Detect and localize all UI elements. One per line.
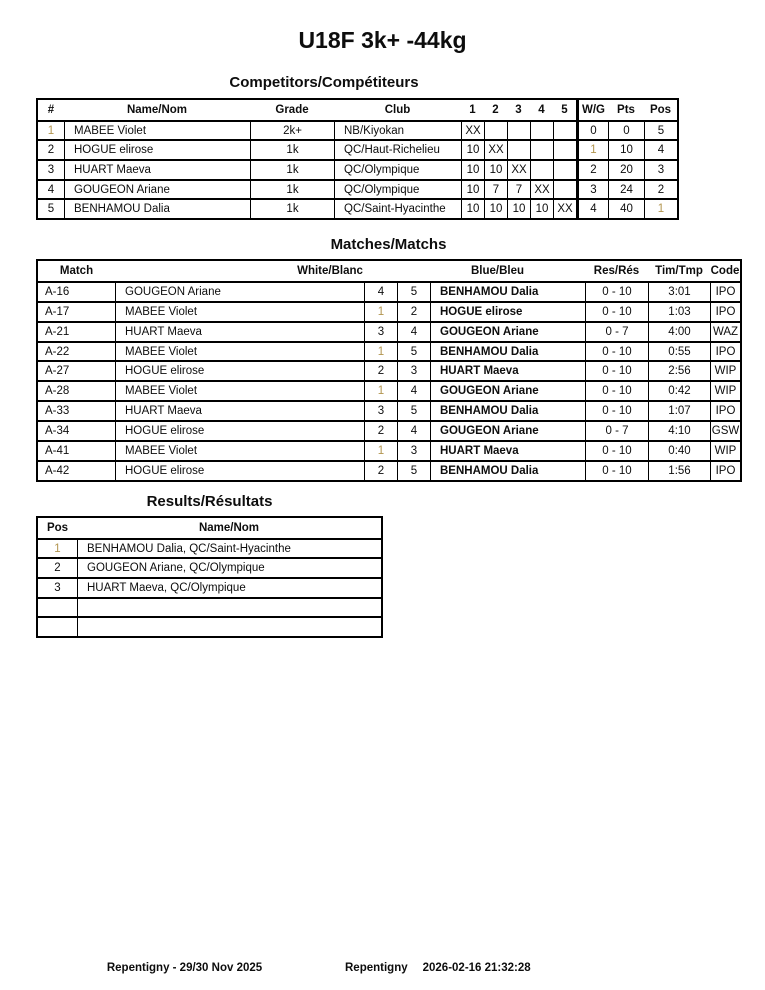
competitor-points: 40 [608, 198, 644, 218]
match-id: A-17 [38, 301, 115, 321]
round-score [484, 120, 507, 140]
competitor-name: HOGUE elirose [64, 139, 250, 159]
match-result: 0 - 10 [585, 341, 648, 361]
col-header-round-2: 2 [492, 103, 499, 116]
competitor-grade: 1k [250, 179, 334, 199]
competitor-name: GOUGEON Ariane [64, 179, 250, 199]
match-id: A-41 [38, 440, 115, 460]
round-score: XX [553, 198, 576, 218]
competitor-wins: 2 [576, 159, 608, 179]
competitor-name: MABEE Violet [64, 120, 250, 140]
competitor-wins: 4 [576, 198, 608, 218]
col-header-blue: Blue/Bleu [470, 264, 525, 277]
round-score [530, 159, 553, 179]
blue-number: 4 [397, 420, 430, 440]
match-id: A-28 [38, 380, 115, 400]
col-header-round-1: 1 [469, 103, 476, 116]
white-number: 3 [364, 400, 397, 420]
col-header-club: Club [384, 103, 411, 116]
blue-number: 5 [397, 460, 430, 480]
print-timestamp: 2026-02-16 21:32:28 [422, 962, 531, 974]
competitors-table [36, 98, 679, 220]
round-score [553, 139, 576, 159]
white-player: MABEE Violet [115, 380, 364, 400]
competitor-club: QC/Olympique [334, 179, 461, 199]
round-score: 10 [461, 198, 484, 218]
result-name: HUART Maeva, QC/Olympique [77, 577, 381, 597]
match-code: GSW [710, 420, 740, 440]
col-header-wins: W/G [576, 100, 608, 120]
round-score [507, 139, 530, 159]
blue-number: 4 [397, 380, 430, 400]
competitor-club: NB/Kiyokan [334, 120, 461, 140]
matches-table [36, 259, 742, 482]
round-score [507, 120, 530, 140]
result-name [77, 616, 381, 636]
competitor-number: 2 [38, 139, 64, 159]
match-code: WIP [710, 380, 740, 400]
white-number: 2 [364, 360, 397, 380]
match-id: A-21 [38, 321, 115, 341]
round-score [530, 139, 553, 159]
round-score: 10 [484, 159, 507, 179]
print-location: Repentigny [345, 962, 408, 974]
blue-number: 2 [397, 301, 430, 321]
round-score [530, 120, 553, 140]
match-code: IPO [710, 460, 740, 480]
round-score: XX [484, 139, 507, 159]
match-id: A-22 [38, 341, 115, 361]
match-result: 0 - 10 [585, 400, 648, 420]
blue-player: GOUGEON Ariane [430, 420, 585, 440]
match-time: 1:56 [648, 460, 710, 480]
match-result: 0 - 10 [585, 301, 648, 321]
blue-number: 5 [397, 400, 430, 420]
result-position: 2 [38, 557, 77, 577]
blue-player: GOUGEON Ariane [430, 380, 585, 400]
competitor-number: 4 [38, 179, 64, 199]
match-time: 1:07 [648, 400, 710, 420]
competitor-wins: 1 [576, 139, 608, 159]
white-number: 1 [364, 440, 397, 460]
col-header-position: Pos [649, 103, 672, 116]
blue-number: 4 [397, 321, 430, 341]
match-time: 4:00 [648, 321, 710, 341]
competitor-grade: 1k [250, 139, 334, 159]
white-player: GOUGEON Ariane [115, 281, 364, 301]
blue-player: BENHAMOU Dalia [430, 281, 585, 301]
print-footer [345, 962, 531, 974]
competitor-position: 5 [644, 120, 677, 140]
competitor-position: 2 [644, 179, 677, 199]
white-player: HOGUE elirose [115, 420, 364, 440]
blue-player: HOGUE elirose [430, 301, 585, 321]
col-header-white: White/Blanc [297, 264, 363, 277]
match-result: 0 - 10 [585, 281, 648, 301]
match-time: 0:42 [648, 380, 710, 400]
result-name: GOUGEON Ariane, QC/Olympique [77, 557, 381, 577]
competitor-wins: 0 [576, 120, 608, 140]
result-position [38, 616, 77, 636]
blue-player: GOUGEON Ariane [430, 321, 585, 341]
blue-player: BENHAMOU Dalia [430, 400, 585, 420]
results-table [36, 516, 383, 638]
match-time: 2:56 [648, 360, 710, 380]
col-header-grade: Grade [275, 103, 309, 116]
round-score: 7 [507, 179, 530, 199]
blue-number: 5 [397, 341, 430, 361]
col-header-name: Name/Nom [126, 103, 188, 116]
match-code: WIP [710, 360, 740, 380]
match-result: 0 - 10 [585, 360, 648, 380]
col-header-number: # [47, 103, 55, 116]
white-number: 4 [364, 281, 397, 301]
result-name: BENHAMOU Dalia, QC/Saint-Hyacinthe [77, 538, 381, 558]
round-score [553, 159, 576, 179]
match-id: A-34 [38, 420, 115, 440]
match-result: 0 - 10 [585, 440, 648, 460]
match-result: 0 - 10 [585, 460, 648, 480]
col-header-code: Code [710, 264, 740, 277]
round-score [553, 120, 576, 140]
competitor-number: 1 [38, 120, 64, 140]
match-time: 0:55 [648, 341, 710, 361]
white-player: HUART Maeva [115, 400, 364, 420]
competitor-number: 5 [38, 198, 64, 218]
competitor-points: 0 [608, 120, 644, 140]
blue-number: 5 [397, 281, 430, 301]
match-id: A-33 [38, 400, 115, 420]
col-header-time: Tim/Tmp [655, 264, 703, 277]
competitor-number: 3 [38, 159, 64, 179]
result-position [38, 597, 77, 617]
white-number: 1 [364, 380, 397, 400]
round-score: XX [461, 120, 484, 140]
competitor-grade: 2k+ [250, 120, 334, 140]
round-score: 10 [484, 198, 507, 218]
white-player: MABEE Violet [115, 440, 364, 460]
match-time: 1:03 [648, 301, 710, 321]
competitor-points: 24 [608, 179, 644, 199]
match-code: WAZ [710, 321, 740, 341]
match-code: IPO [710, 281, 740, 301]
match-result: 0 - 7 [585, 321, 648, 341]
competitor-position: 4 [644, 139, 677, 159]
col-header-name: Name/Nom [198, 521, 260, 534]
col-header-position: Pos [46, 521, 69, 534]
round-score: 10 [461, 179, 484, 199]
competitor-position: 3 [644, 159, 677, 179]
white-number: 1 [364, 341, 397, 361]
competitor-club: QC/Haut-Richelieu [334, 139, 461, 159]
white-player: MABEE Violet [115, 301, 364, 321]
blue-number: 3 [397, 440, 430, 460]
col-header-round-4: 4 [538, 103, 545, 116]
round-score: 10 [530, 198, 553, 218]
white-number: 3 [364, 321, 397, 341]
competitor-name: HUART Maeva [64, 159, 250, 179]
match-id: A-42 [38, 460, 115, 480]
round-score: 7 [484, 179, 507, 199]
match-time: 0:40 [648, 440, 710, 460]
round-score: 10 [461, 139, 484, 159]
competitor-club: QC/Saint-Hyacinthe [334, 198, 461, 218]
competitor-position: 1 [644, 198, 677, 218]
match-time: 4:10 [648, 420, 710, 440]
round-score: 10 [507, 198, 530, 218]
result-position: 1 [38, 538, 77, 558]
match-result: 0 - 7 [585, 420, 648, 440]
match-id: A-16 [38, 281, 115, 301]
competitor-grade: 1k [250, 159, 334, 179]
white-player: HUART Maeva [115, 321, 364, 341]
results-heading: Results/Résultats [146, 493, 273, 510]
competitor-name: BENHAMOU Dalia [64, 198, 250, 218]
round-score [553, 179, 576, 199]
blue-player: BENHAMOU Dalia [430, 341, 585, 361]
competitor-club: QC/Olympique [334, 159, 461, 179]
blue-player: HUART Maeva [430, 440, 585, 460]
col-header-match: Match [59, 264, 94, 277]
white-player: HOGUE elirose [115, 360, 364, 380]
blue-player: HUART Maeva [430, 360, 585, 380]
match-code: IPO [710, 341, 740, 361]
match-code: WIP [710, 440, 740, 460]
col-header-result: Res/Rés [593, 264, 640, 277]
match-code: IPO [710, 400, 740, 420]
white-number: 1 [364, 301, 397, 321]
matches-heading: Matches/Matchs [330, 236, 447, 253]
white-player: HOGUE elirose [115, 460, 364, 480]
match-time: 3:01 [648, 281, 710, 301]
col-header-round-3: 3 [515, 103, 522, 116]
competitor-points: 20 [608, 159, 644, 179]
round-score: 10 [461, 159, 484, 179]
page-title: U18F 3k+ -44kg [298, 27, 467, 53]
col-header-points: Pts [617, 103, 635, 116]
match-result: 0 - 10 [585, 380, 648, 400]
round-score: XX [530, 179, 553, 199]
competitor-wins: 3 [576, 179, 608, 199]
competitors-heading: Competitors/Compétiteurs [229, 74, 419, 91]
event-footer: Repentigny - 29/30 Nov 2025 [106, 962, 263, 974]
col-header-round-5: 5 [561, 103, 568, 116]
blue-number: 3 [397, 360, 430, 380]
competitor-grade: 1k [250, 198, 334, 218]
result-name [77, 597, 381, 617]
blue-player: BENHAMOU Dalia [430, 460, 585, 480]
match-code: IPO [710, 301, 740, 321]
white-number: 2 [364, 460, 397, 480]
white-number: 2 [364, 420, 397, 440]
match-id: A-27 [38, 360, 115, 380]
result-position: 3 [38, 577, 77, 597]
white-player: MABEE Violet [115, 341, 364, 361]
competitor-points: 10 [608, 139, 644, 159]
round-score: XX [507, 159, 530, 179]
